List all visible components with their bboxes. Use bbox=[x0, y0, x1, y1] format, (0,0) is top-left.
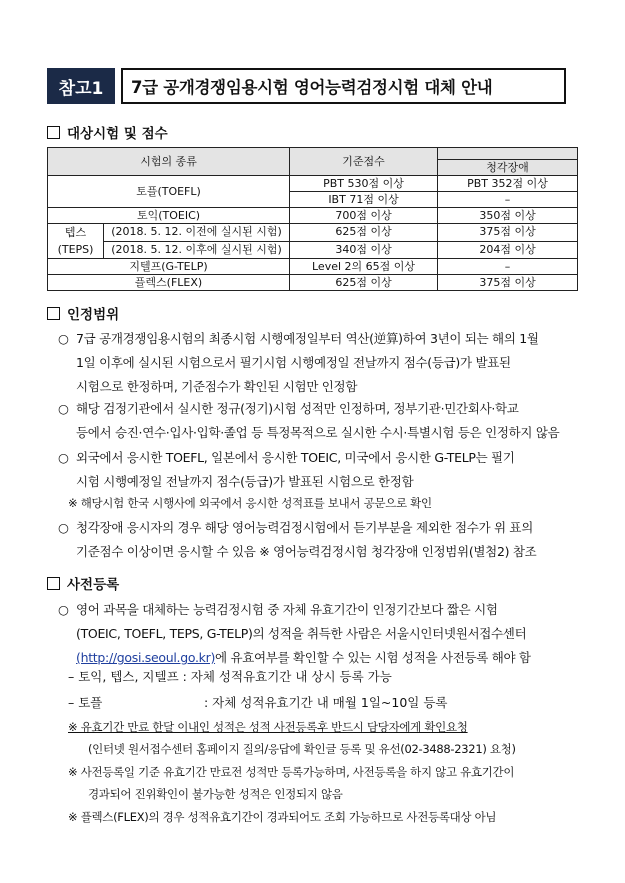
title-bar bbox=[47, 68, 566, 104]
table-cell: 625점 이상 bbox=[290, 275, 438, 291]
header-score: 기준점수 bbox=[290, 148, 438, 176]
exam-gtelp: 지텔프(G-TELP) bbox=[48, 259, 290, 275]
bullet-circle-icon: ○ bbox=[58, 602, 69, 617]
exam-toeic: 토익(TOEIC) bbox=[48, 208, 290, 224]
table-cell: 350점 이상 bbox=[438, 208, 578, 224]
exam-flex: 플렉스(FLEX) bbox=[48, 275, 290, 291]
table-cell: Level 2의 65점 이상 bbox=[290, 259, 438, 275]
score-table bbox=[47, 147, 578, 291]
checkbox-square-icon bbox=[47, 307, 60, 320]
scope-item-1: ○ 7급 공개경쟁임용시험의 최종시험 시행예정일부터 역산(逆算)하여 3년이 되는 해의 1월 1일 이후에 실시된 시험으로서 필기시험 시행예정일 전날까지 점수(등급)가 발표된 시험으로 한정하며, 기준점수가 확인된 시험만 인정함 bbox=[58, 327, 588, 399]
prereg-note-2: ※ 사전등록일 기준 유효기간 만료전 성적만 등록가능하며, 사전등록을 하지 않고 유효기간이 경과되어 진위확인이 불가능한 성적은 인정되지 않음 bbox=[68, 765, 515, 801]
table-cell: PBT 352점 이상 bbox=[438, 176, 578, 192]
prereg-note-1-sub: (인터넷 원서접수센터 홈페이지 질의/응답에 확인글 등록 및 유선(02-3488-2321) 요청) bbox=[88, 742, 516, 756]
bullet-circle-icon: ○ bbox=[58, 450, 69, 465]
title-tag: 참고1 bbox=[47, 68, 115, 104]
table-cell: 375점 이상 bbox=[438, 275, 578, 291]
table-cell: (2018. 5. 12. 이전에 실시된 시험) bbox=[104, 224, 290, 242]
section-target-exams: 대상시험 및 점수 bbox=[47, 122, 168, 142]
table-cell: 700점 이상 bbox=[290, 208, 438, 224]
table-cell: 340점 이상 bbox=[290, 241, 438, 259]
section-scope: 인정범위 bbox=[47, 303, 119, 323]
table-cell: – bbox=[438, 192, 578, 208]
header-exam-type: 시험의 종류 bbox=[48, 148, 290, 176]
prereg-dash-1: – 토익, 텝스, 지텔프 : 자체 성적유효기간 내 상시 등록 가능 bbox=[68, 669, 392, 684]
page-title: 7급 공개경쟁임용시험 영어능력검정시험 대체 안내 bbox=[121, 68, 566, 104]
header-hearing: 청각장애 bbox=[438, 160, 578, 176]
bullet-circle-icon: ○ bbox=[58, 331, 69, 346]
prereg-note-1: ※ 유효기간 만료 한달 이내인 성적은 성적 사전등록후 반드시 담당자에게 확인요청 bbox=[68, 720, 468, 734]
table-cell: (2018. 5. 12. 이후에 실시된 시험) bbox=[104, 241, 290, 259]
gosi-link[interactable]: (http://gosi.seoul.go.kr) bbox=[76, 650, 216, 665]
bullet-circle-icon: ○ bbox=[58, 520, 69, 535]
prereg-note-3: ※ 플렉스(FLEX)의 경우 성적유효기간이 경과되어도 조회 가능하므로 사전등록대상 아님 bbox=[68, 810, 497, 824]
prereg-dash-2: – 토플 : 자체 성적유효기간 내 매월 1일~10일 등록 bbox=[68, 695, 448, 710]
table-cell: – bbox=[438, 259, 578, 275]
table-cell: 204점 이상 bbox=[438, 241, 578, 259]
scope-item-4: ○ 청각장애 응시자의 경우 해당 영어능력검정시험에서 듣기부분을 제외한 점수가 위 표의 기준점수 이상이면 응시할 수 있음 ※ 영어능력검정시험 청각장애 인정범위(별첨2) 참조 bbox=[58, 516, 588, 564]
exam-teps: 텝스 (TEPS) bbox=[48, 224, 104, 259]
checkbox-square-icon bbox=[47, 126, 60, 139]
table-cell: 625점 이상 bbox=[290, 224, 438, 242]
table-cell: IBT 71점 이상 bbox=[290, 192, 438, 208]
scope-item-2: ○ 해당 검정기관에서 실시한 정규(정기)시험 성적만 인정하며, 정부기관·민간회사·학교 등에서 승진·연수·입사·입학·졸업 등 특정목적으로 실시한 수시·특별시험 등은 인정하지 않음 bbox=[58, 397, 588, 445]
checkbox-square-icon bbox=[47, 577, 60, 590]
table-cell: PBT 530점 이상 bbox=[290, 176, 438, 192]
exam-toefl: 토플(TOEFL) bbox=[48, 176, 290, 208]
bullet-circle-icon: ○ bbox=[58, 401, 69, 416]
prereg-item-1: ○ 영어 과목을 대체하는 능력검정시험 중 자체 유효기간이 인정기간보다 짧은 시험 (TOEIC, TOEFL, TEPS, G-TELP)의 성적을 취득한 사람은 서울시인터넷원서접수센터 (http://gosi.seoul.go.kr)에 유효여부를 확인할 수 있는 시험 성적을 사전등록 해야 함 bbox=[58, 598, 588, 670]
section-preregistration: 사전등록 bbox=[47, 573, 119, 593]
table-cell: 375점 이상 bbox=[438, 224, 578, 242]
scope-item-3: ○ 외국에서 응시한 TOEFL, 일본에서 응시한 TOEIC, 미국에서 응시한 G-TELP는 필기 시험 시행예정일 전날까지 점수(등급)가 발표된 시험으로 한정함 bbox=[58, 446, 588, 494]
scope-note-1: ※ 해당시험 한국 시행사에 외국에서 응시한 성적표를 보내서 공문으로 확인 bbox=[68, 496, 432, 510]
